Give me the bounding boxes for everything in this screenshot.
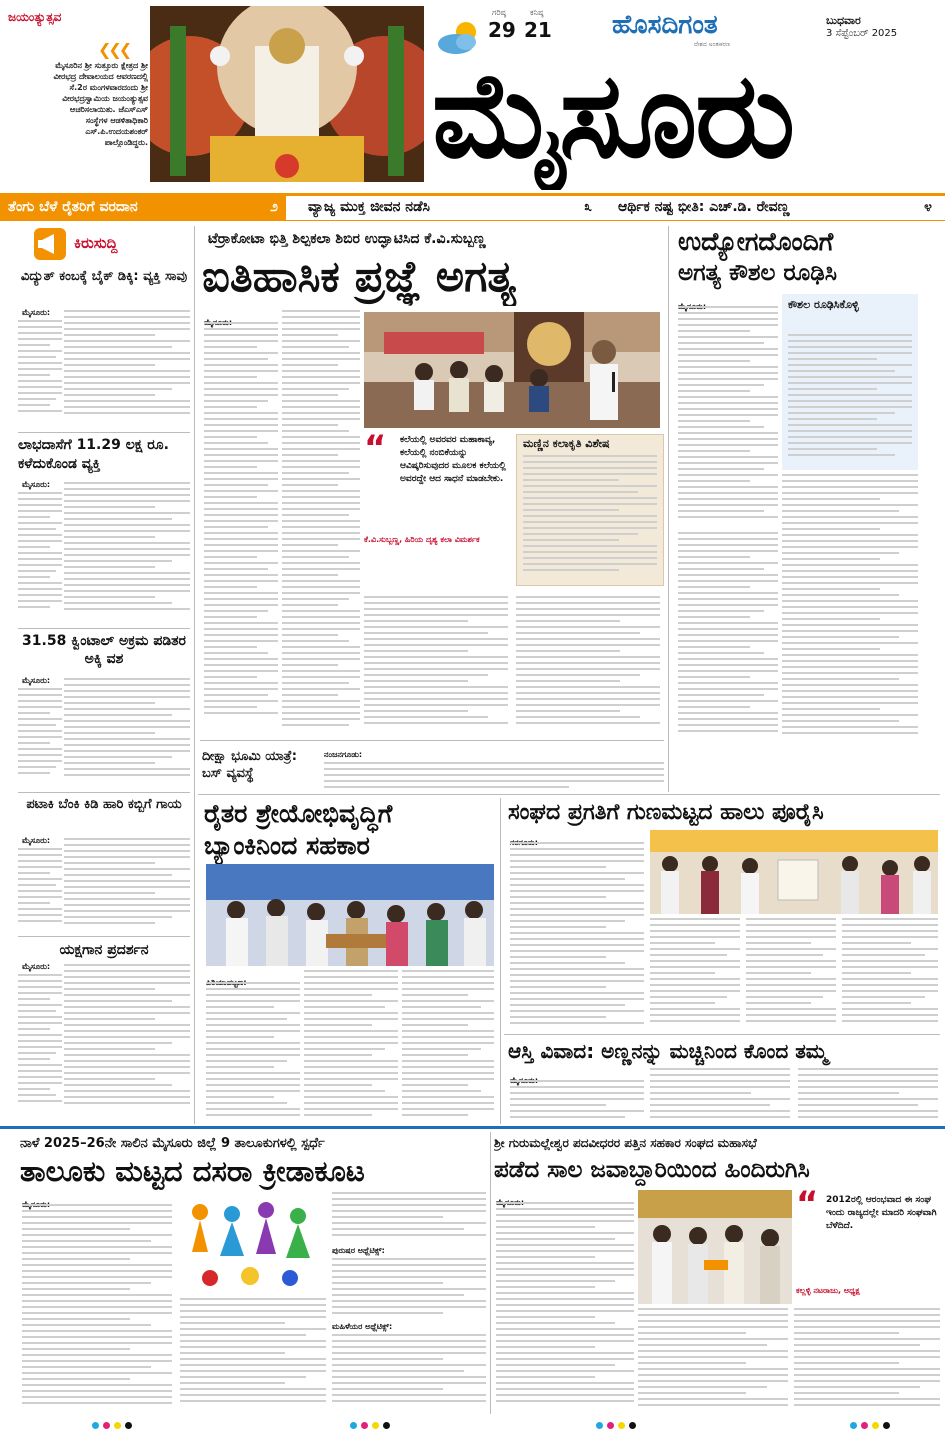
dispute-body [510,1068,938,1122]
brief-4-dateline: ಮೈಸೂರು: [22,836,51,845]
skill-box-title: ಕೌಶಲ ರೂಢಿಸಿಕೊಳ್ಳಿ [788,298,859,311]
milk-headline: ಸಂಘದ ಪ್ರಗತಿಗೆ ಗುಣಮಟ್ಟದ ಹಾಲು ಪೂರೈಸಿ [508,800,824,825]
skill-body-col1 [678,294,778,530]
quote-icon: “ [364,428,387,468]
brief-2 [18,436,190,624]
lead-quote: “ ಕಲೆಯಲ್ಲಿ ಅವರವರ ಮಹಾಕಾವ್ಯ, ಕಲೆಯಲ್ಲಿ ನಂಬಿಕೆಯನ್ನು ಆವಿಷ್ಕರಿಸುವುದರ ಮೂಲಕ ಕಲೆಯಲ್ಲಿ ಅವರದ್ದೇ ಆದ ಸಾಧನೆ ಮಾಡಬೇಕು. ಕೆ.ವಿ.ಸುಬ್ಬಣ್ಣ, ಹಿರಿಯ ದೃಶ್ಯ ಕಲಾ ವಿಮರ್ಶಕ [364,428,506,544]
issue-day: ಬುಧವಾರ [826,14,861,27]
megaphone-icon [34,228,66,260]
low-label: ಕನಿಷ್ಠ [530,8,544,17]
skill-box [782,294,918,470]
brief-4 [18,796,190,936]
coop-photo [638,1190,792,1304]
diksha-title: ದೀಕ್ಷಾ ಭೂಮಿ ಯಾತ್ರೆ: ಬಸ್ ವ್ಯವಸ್ಥೆ [202,749,297,781]
coop-headline: ಪಡೆದ ಸಾಲ ಜವಾಬ್ದಾರಿಯಿಂದ ಹಿಂದಿರುಗಿಸಿ [494,1157,810,1183]
quote-icon: “ [796,1184,819,1224]
clay-art-box-title: ಮಣ್ಣಿನ ಕಲಾಕೃತಿ ವಿಶೇಷ [523,437,610,450]
lead-kicker: ಟೆರ್ರಾಕೋಟಾ ಭಿತ್ತಿ ಶಿಲ್ಪಕಲಾ ಶಿಬಿರ ಉದ್ಘಾಟಿಸಿದ ಕೆ.ವಿ.ಸುಬ್ಬಣ್ಣ [208,231,486,247]
brief-2-headline: ಲಾಭದಾಸೆಗೆ 11.29 ಲಕ್ಷ ರೂ. ಕಳೆದುಕೊಂಡ ವ್ಯಕ್ತಿ [18,437,169,472]
clay-art-box [516,434,664,586]
brief-1-dateline: ಮೈಸೂರು: [22,308,51,317]
skill-headline: ಉದ್ಯೋಗದೊಂದಿಗೆ ಅಗತ್ಯ ಕೌಶಲ ರೂಢಿಸಿ [678,227,837,286]
sports-illustration [180,1192,320,1294]
brief-3 [18,632,190,792]
teaser-bar [0,193,945,221]
skill-body-col3 [782,474,918,740]
milk-photo [650,830,938,914]
farmers-headline: ರೈತರ ಶ್ರೇಯೋಭಿವೃದ್ಧಿಗೆ ಬ್ಯಾಂಕಿನಿಂದ ಸಹಕಾರ [204,799,393,860]
jayanti-tag-label: ಜಯಂತ್ಯುತ್ಸವ [8,10,62,24]
athletics-men-label: ಪುರುಷರ ಅಥ್ಲೆಟಿಕ್ಸ್: [332,1246,385,1255]
teaser-2[interactable]: ವ್ಯಾಜ್ಯ ಮುಕ್ತ ಜೀವನ ನಡೆಸಿ ೩ [308,199,592,215]
brief-5-dateline: ಮೈಸೂರು: [22,962,51,971]
brief-1 [18,268,190,428]
registration-dots-mid1 [348,1414,408,1422]
farmers-body [206,970,494,1122]
sports-body-col1 [22,1192,172,1410]
paper-tagline: ದೇಶದ ಅಂತಃಕರಣ [693,41,731,48]
teaser-1[interactable]: ತೆಂಗು ಬೆಳೆ ರೈತರಿಗೆ ವರದಾನ ೨ [0,196,286,220]
coop-kicker: ಶ್ರೀ ಗುರುಮಲ್ಲೇಶ್ವರ ಪದವೀಧರರ ಪತ್ತಿನ ಸಹಕಾರ ಸಂಘದ ಮಹಾಸಭೆ [494,1136,757,1150]
brief-5-headline: ಯಕ್ಷಗಾನ ಪ್ರದರ್ಶನ [59,942,149,958]
sports-headline: ತಾಲೂಕು ಮಟ್ಟದ ದಸರಾ ಕ್ರೀಡಾಕೂಟ [20,1154,365,1188]
dispute-headline: ಆಸ್ತಿ ವಿವಾದ: ಅಣ್ಣನನ್ನು ಮಚ್ಚಿನಿಂದ ಕೊಂದ ತಮ್ಮ [508,1039,828,1063]
low-temp: 21 [524,18,552,42]
farmers-photo [206,864,494,966]
lead-photo [364,312,660,428]
sports-body-col3 [332,1192,486,1410]
registration-dots-right [848,1414,908,1422]
diksha-brief: ದೀಕ್ಷಾ ಭೂಮಿ ಯಾತ್ರೆ: ಬಸ್ ವ್ಯವಸ್ಥೆ ನಂಜನಗೂಡು: [200,746,664,794]
lead-body-col3 [364,596,660,736]
jayanti-tag [8,6,148,24]
jayanti-caption: ಮೈಸೂರಿನ ಶ್ರೀ ಸುತ್ತೂರು ಕ್ಷೇತ್ರದ ಶ್ರೀ ವೀರಭದ್ರ ದೇವಾಲಯದ ಆವರಣದಲ್ಲಿ ಸೆ.2ರ ಮಂಗಳವಾರದಂದು ಶ್ರೀ ವೀರಭದ್ರಸ್ವಾಮಿಯ ಜಯಂತ್ಯುತ್ಸವ ಆಚರಿಸಲಾಯಿತು. ಜೆಎಸ್ಎಸ್ ಸಂಸ್ಥೆಗಳ ಆಡಳಿತಾಧಿಕಾರಿ ಎಸ್.ಪಿ.ಉದಯಶಂಕರ್ ಪಾಲ್ಗೊಂಡಿದ್ದರು. [53,61,148,147]
sports-body-col2 [180,1298,326,1410]
lead-headline: ಐತಿಹಾಸಿಕ ಪ್ರಜ್ಞೆ ಅಗತ್ಯ [202,252,517,302]
athletics-women-label: ಮಹಿಳೆಯರ ಅಥ್ಲೆಟಿಕ್ಸ್: [332,1322,393,1331]
briefs-logo: ಕಿರುಸುದ್ದಿ [34,228,184,262]
high-temp: 29 [488,18,516,42]
milk-body-col2 [650,918,938,1030]
teaser-3[interactable]: ಆರ್ಥಿಕ ನಷ್ಟ ಭೀತಿ: ಎಚ್.ಡಿ. ರೇವಣ್ಣ ೪ [618,199,932,215]
edition-title: ಮೈಸೂರು [432,46,794,184]
skill-body-col2 [678,532,778,740]
veerabhadra-photo [150,6,424,182]
issue-date-text: 3 ಸೆಪ್ಟೆಂಬರ್ 2025 [826,28,898,39]
arrow-icon: ❮❮❮ [98,40,130,59]
brief-3-dateline: ಮೈಸೂರು: [22,676,51,685]
registration-dots-left [90,1414,150,1422]
brief-5 [18,940,190,1120]
milk-body-col1 [510,830,644,1030]
registration-dots-mid2 [594,1414,654,1422]
brief-1-headline: ವಿದ್ಯುತ್ ಕಂಬಕ್ಕೆ ಬೈಕ್ ಡಿಕ್ಕಿ: ವ್ಯಕ್ತಿ ಸಾವು [20,269,188,284]
paper-name: ಹೊಸದಿಗಂತ [612,10,718,40]
brief-3-headline: 31.58 ಕ್ವಿಂಟಾಲ್ ಅಕ್ರಮ ಪಡಿತರ ಅಕ್ಕಿ ವಶ [22,633,186,667]
coop-quote: “ 2012ರಲ್ಲಿ ಆರಂಭವಾದ ಈ ಸಂಘ ಇಂದು ರಾಜ್ಯದಲ್ಲೇ ಮಾದರಿ ಸಂಘವಾಗಿ ಬೆಳೆದಿದೆ. ಕಲ್ಲಳ್ಳಿ ನಟರಾಜು, ಅಧ್ಯಕ್ಷ [796,1184,937,1295]
lead-body-col2 [282,310,360,730]
coop-body-col2 [638,1308,940,1412]
brief-2-dateline: ಮೈಸೂರು: [22,480,51,489]
lead-body-col1 [204,310,278,730]
brief-4-headline: ಪಟಾಕಿ ಬೆಂಕಿ ಕಿಡಿ ಹಾರಿ ಕಬ್ಬಿಗೆ ಗಾಯ [26,797,182,812]
sports-kicker: ನಾಳೆ 2025–26ನೇ ಸಾಲಿನ ಮೈಸೂರು ಜಿಲ್ಲೆ 9 ತಾಲೂಕುಗಳಲ್ಲಿ ಸ್ಪರ್ಧೆ [20,1136,325,1151]
coop-body-col1 [496,1190,634,1410]
high-label: ಗರಿಷ್ಠ [492,8,506,17]
